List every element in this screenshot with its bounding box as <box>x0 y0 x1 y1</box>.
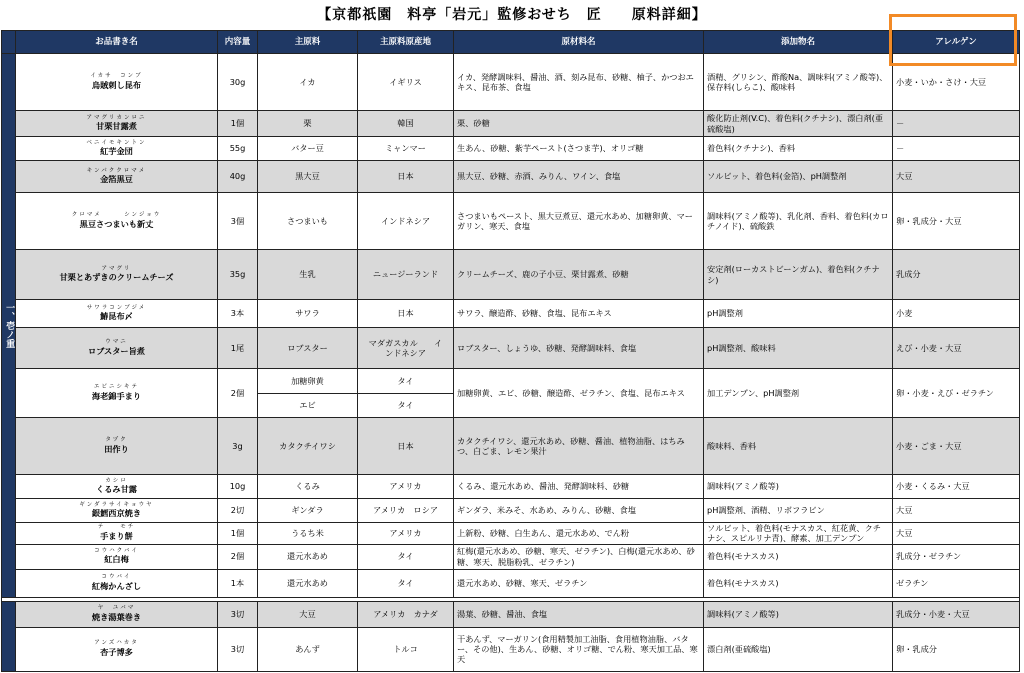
item-ruby: キンパククロマメ <box>86 167 147 174</box>
item-name-text: 烏賊刺し昆布 <box>91 79 142 90</box>
main-ingredient: エビ <box>299 400 316 410</box>
item-name <box>16 250 218 300</box>
item-name-text: 甘栗甘露煮 <box>96 121 137 132</box>
main-ingredient: 栗 <box>258 111 358 137</box>
additives: 着色料(クチナシ)、香料 <box>704 137 893 161</box>
allergen: 小麦・いか・さけ・大豆 <box>893 54 1020 111</box>
item-quantity: 3個 <box>218 193 258 250</box>
allergen: 小麦 <box>893 300 1020 328</box>
item-ruby: サワラコンブジメ <box>86 304 147 311</box>
item-ruby: イカサ コンブ <box>90 73 143 80</box>
ingredients: 湯葉、砂糖、醤油、食塩 <box>454 601 704 627</box>
main-origin: タイ <box>397 400 414 410</box>
table-row <box>2 544 1020 569</box>
item-name <box>16 137 218 161</box>
additives: 調味料(アミノ酸等)、乳化剤、香料、着色料(カロチノイド)、硫酸鉄 <box>704 193 893 250</box>
item-name <box>16 627 218 671</box>
main-ingredient: ギンダラ <box>258 499 358 523</box>
main-ingredient: カタクチイワシ <box>258 418 358 475</box>
main-origin: 日本 <box>358 161 454 193</box>
ingredients: 干あんず、マーガリン(食用精製加工油脂、食用植物油脂、バター、その他)、生あん、砂糖、オリゴ糖、でん粉、寒天加工品、寒天 <box>454 627 704 671</box>
main-ingredient: あんず <box>258 627 358 671</box>
header-additives: 添加物名 <box>704 31 893 54</box>
item-quantity: 3切 <box>218 601 258 627</box>
allergen: 乳成分・小麦・大豆 <box>893 601 1020 627</box>
item-name-text: 焼き湯葉巻き <box>91 611 142 622</box>
main-ingredient: うるち米 <box>258 523 358 545</box>
item-quantity: 10g <box>218 475 258 499</box>
item-quantity: 1個 <box>218 523 258 545</box>
item-ruby: ヤ ユバマ <box>97 605 136 612</box>
item-name-text: 金箔黒豆 <box>100 174 133 185</box>
allergen-highlight-box <box>889 14 1017 66</box>
item-ruby: アンズハカタ <box>94 640 139 647</box>
main-origin: アメリカ <box>358 523 454 545</box>
table-row <box>2 137 1020 161</box>
main-ingredient: 加糖卵黄 <box>258 369 357 394</box>
item-name-text: 田作り <box>104 443 129 454</box>
category-label <box>2 54 16 598</box>
item-name-text: 海老錦手まり <box>91 390 142 401</box>
allergen: － <box>893 137 1020 161</box>
main-ingredient: バター豆 <box>258 137 358 161</box>
header-quantity: 内容量 <box>218 31 258 54</box>
table-row <box>2 627 1020 671</box>
ingredients: 紅梅(還元水あめ、砂糖、寒天、ゼラチン)、白梅(還元水あめ、砂糖、寒天、脱脂粉乳、ゼラチン) <box>454 544 704 569</box>
table-row <box>2 475 1020 499</box>
table-row <box>2 418 1020 475</box>
item-quantity: 1本 <box>218 569 258 597</box>
table-row <box>2 523 1020 545</box>
item-name <box>16 111 218 137</box>
ingredients: さつまいもペースト、黒大豆煮豆、還元水あめ、加糖卵黄、マーガリン、寒天、食塩 <box>454 193 704 250</box>
header-row <box>2 31 1020 54</box>
main-ingredient: ロブスター <box>258 328 358 369</box>
main-ingredient: 還元水あめ <box>258 569 358 597</box>
item-name <box>16 193 218 250</box>
item-quantity: 3g <box>218 418 258 475</box>
additives: 酒精、グリシン、酢酸Na、調味料(アミノ酸等)、保存料(しらこ)、酸味料 <box>704 54 893 111</box>
allergen: 卵・乳成分 <box>893 627 1020 671</box>
main-ingredient: さつまいも <box>258 193 358 250</box>
additives: ソルビット、着色料(金箔)、pH調整剤 <box>704 161 893 193</box>
table-row <box>2 569 1020 597</box>
header-menu-name: お品書き名 <box>16 31 218 54</box>
allergen: 乳成分 <box>893 250 1020 300</box>
additives: 加工デンプン、pH調整剤 <box>704 369 893 418</box>
item-ruby: クロマメ シンジョウ <box>71 212 162 219</box>
allergen: 大豆 <box>893 161 1020 193</box>
ingredients: カタクチイワシ、還元水あめ、砂糖、醤油、植物油脂、はちみつ、白ごま、レモン果汁 <box>454 418 704 475</box>
item-ruby: タヅク <box>105 437 128 444</box>
item-quantity: 30g <box>218 54 258 111</box>
item-name-text: 黒豆さつまいも新丈 <box>79 218 154 229</box>
ingredients: サワラ、醸造酢、砂糖、食塩、昆布エキス <box>454 300 704 328</box>
table-row <box>2 601 1020 627</box>
page-title: 【京都祇園 料亭「岩元」監修おせち 匠 原料詳細】 <box>317 7 707 23</box>
main-origin: タイ <box>358 544 454 569</box>
item-ruby: コウハクバイ <box>94 547 139 554</box>
item-name <box>16 499 218 523</box>
ingredients: ギンダラ、米みそ、水あめ、みりん、砂糖、食塩 <box>454 499 704 523</box>
table-row <box>2 300 1020 328</box>
main-ingredient: イカ <box>258 54 358 111</box>
item-name-text: 紅梅かんざし <box>91 580 142 591</box>
item-name-text: 手まり餅 <box>100 530 133 541</box>
item-ruby: アマグリ <box>101 265 132 272</box>
allergen: 卵・乳成分・大豆 <box>893 193 1020 250</box>
allergen: ゼラチン <box>893 569 1020 597</box>
item-name-text: 杏子博多 <box>100 646 133 657</box>
table-row <box>2 54 1020 111</box>
additives: 漂白剤(亜硫酸塩) <box>704 627 893 671</box>
allergen: 乳成分・ゼラチン <box>893 544 1020 569</box>
main-origin: アメリカ ロシア <box>358 499 454 523</box>
allergen: 小麦・くるみ・大豆 <box>893 475 1020 499</box>
item-quantity: 3切 <box>218 627 258 671</box>
allergen: 卵・小麦・えび・ゼラチン <box>893 369 1020 418</box>
allergen: － <box>893 111 1020 137</box>
allergen: 小麦・ごま・大豆 <box>893 418 1020 475</box>
item-name <box>16 523 218 545</box>
main-origin: マダガスカル イ ンドネシア <box>358 328 454 369</box>
item-name-text: 鰆昆布〆 <box>100 311 133 322</box>
additives: 着色料(モナスカス) <box>704 544 893 569</box>
table-row <box>2 369 1020 418</box>
ingredients: 上新粉、砂糖、白生あん、還元水あめ、でん粉 <box>454 523 704 545</box>
additives: 着色料(モナスカス) <box>704 569 893 597</box>
main-origin: アメリカ <box>358 475 454 499</box>
table-row <box>2 250 1020 300</box>
item-ruby: カシロ <box>105 477 128 484</box>
item-name <box>16 328 218 369</box>
item-quantity: 40g <box>218 161 258 193</box>
category-label-2 <box>2 601 16 671</box>
main-origin: 韓国 <box>358 111 454 137</box>
ingredient-table <box>1 30 1020 672</box>
allergen: えび・小麦・大豆 <box>893 328 1020 369</box>
item-name <box>16 569 218 597</box>
item-quantity: 2個 <box>218 544 258 569</box>
item-name <box>16 601 218 627</box>
table-row <box>2 161 1020 193</box>
item-quantity: 3本 <box>218 300 258 328</box>
category-label-text: 一、壱ノ重 <box>4 302 15 348</box>
additives: ソルビット、着色料(モナスカス、紅花黄、クチナシ、スピルリナ青)、酵素、加工デンプン <box>704 523 893 545</box>
main-origin: イギリス <box>358 54 454 111</box>
ingredients: 還元水あめ、砂糖、寒天、ゼラチン <box>454 569 704 597</box>
additives: pH調整剤、酸味料 <box>704 328 893 369</box>
header-main-ingredient: 主原料 <box>258 31 358 54</box>
ingredients: クリームチーズ、鹿の子小豆、栗甘露煮、砂糖 <box>454 250 704 300</box>
item-ruby: ギンダラサイキョウヤ <box>79 501 154 508</box>
additives: 安定剤(ローカストビーンガム)、着色料(クチナシ) <box>704 250 893 300</box>
additives: pH調整剤 <box>704 300 893 328</box>
allergen: 大豆 <box>893 523 1020 545</box>
item-quantity: 55g <box>218 137 258 161</box>
table-row <box>2 499 1020 523</box>
main-origin: タイ <box>358 569 454 597</box>
item-ruby: エビニシキテ <box>93 384 139 391</box>
item-name <box>16 161 218 193</box>
item-quantity: 2切 <box>218 499 258 523</box>
item-ruby: ウマニ <box>105 339 128 346</box>
header-allergen: アレルゲン <box>893 31 1020 54</box>
item-quantity: 2個 <box>218 369 258 418</box>
main-ingredient: サワラ <box>258 300 358 328</box>
main-ingredient: 黒大豆 <box>258 161 358 193</box>
main-ingredient: 大豆 <box>258 601 358 627</box>
item-name-text: 紅芋金団 <box>100 146 133 157</box>
origin-cell <box>358 369 454 418</box>
item-quantity: 1尾 <box>218 328 258 369</box>
item-name <box>16 369 218 418</box>
main-ingredient: くるみ <box>258 475 358 499</box>
additives: 酸化防止剤(V.C)、着色料(クチナシ)、漂白剤(亜硫酸塩) <box>704 111 893 137</box>
item-ruby: テ モチ <box>97 524 136 531</box>
allergen: 大豆 <box>893 499 1020 523</box>
main-ingredient-cell <box>258 369 358 418</box>
item-name <box>16 544 218 569</box>
main-ingredient: 生乳 <box>258 250 358 300</box>
main-origin: ミャンマー <box>358 137 454 161</box>
item-quantity: 35g <box>218 250 258 300</box>
item-name-text: ロブスター旨煮 <box>88 345 145 356</box>
main-ingredient: 還元水あめ <box>258 544 358 569</box>
item-ruby: コウバイ <box>101 574 132 581</box>
main-origin: アメリカ カナダ <box>358 601 454 627</box>
item-quantity: 1個 <box>218 111 258 137</box>
ingredients: くるみ、還元水あめ、醤油、発酵調味料、砂糖 <box>454 475 704 499</box>
ingredients: 生あん、砂糖、紫芋ペースト(さつま芋)、オリゴ糖 <box>454 137 704 161</box>
ingredients: 加糖卵黄、エビ、砂糖、醸造酢、ゼラチン、食塩、昆布エキス <box>454 369 704 418</box>
main-origin: タイ <box>358 369 453 394</box>
item-name <box>16 418 218 475</box>
item-name-text: 銀鱈西京焼き <box>91 508 142 519</box>
main-origin: トルコ <box>358 627 454 671</box>
item-name <box>16 300 218 328</box>
item-ruby: アマグリカンロニ <box>86 114 147 121</box>
main-origin: 日本 <box>358 418 454 475</box>
header-corner <box>2 31 16 54</box>
additives: 酸味料、香料 <box>704 418 893 475</box>
ingredients: 黒大豆、砂糖、赤酒、みりん、ワイン、食塩 <box>454 161 704 193</box>
item-ruby: ベニイモキントン <box>86 139 147 146</box>
item-name <box>16 475 218 499</box>
ingredients: 栗、砂糖 <box>454 111 704 137</box>
main-origin: ニュージーランド <box>358 250 454 300</box>
main-origin: インドネシア <box>358 193 454 250</box>
item-name-text: 甘栗とあずきのクリームチーズ <box>59 272 174 283</box>
ingredients: ロブスター、しょうゆ、砂糖、発酵調味料、食塩 <box>454 328 704 369</box>
item-name-text: くるみ甘露 <box>96 484 137 495</box>
additives: 調味料(アミノ酸等) <box>704 475 893 499</box>
header-origin: 主原料原産地 <box>358 31 454 54</box>
item-name-text: 紅白梅 <box>104 554 129 565</box>
main-origin: 日本 <box>358 300 454 328</box>
table-row <box>2 193 1020 250</box>
ingredients: イカ、発酵調味料、醤油、酒、刻み昆布、砂糖、柚子、かつおエキス、昆布茶、食塩 <box>454 54 704 111</box>
additives: 調味料(アミノ酸等) <box>704 601 893 627</box>
table-row <box>2 111 1020 137</box>
additives: pH調整剤、酒精、リボフラビン <box>704 499 893 523</box>
table-row <box>2 328 1020 369</box>
header-ingredients: 原材料名 <box>454 31 704 54</box>
item-name <box>16 54 218 111</box>
